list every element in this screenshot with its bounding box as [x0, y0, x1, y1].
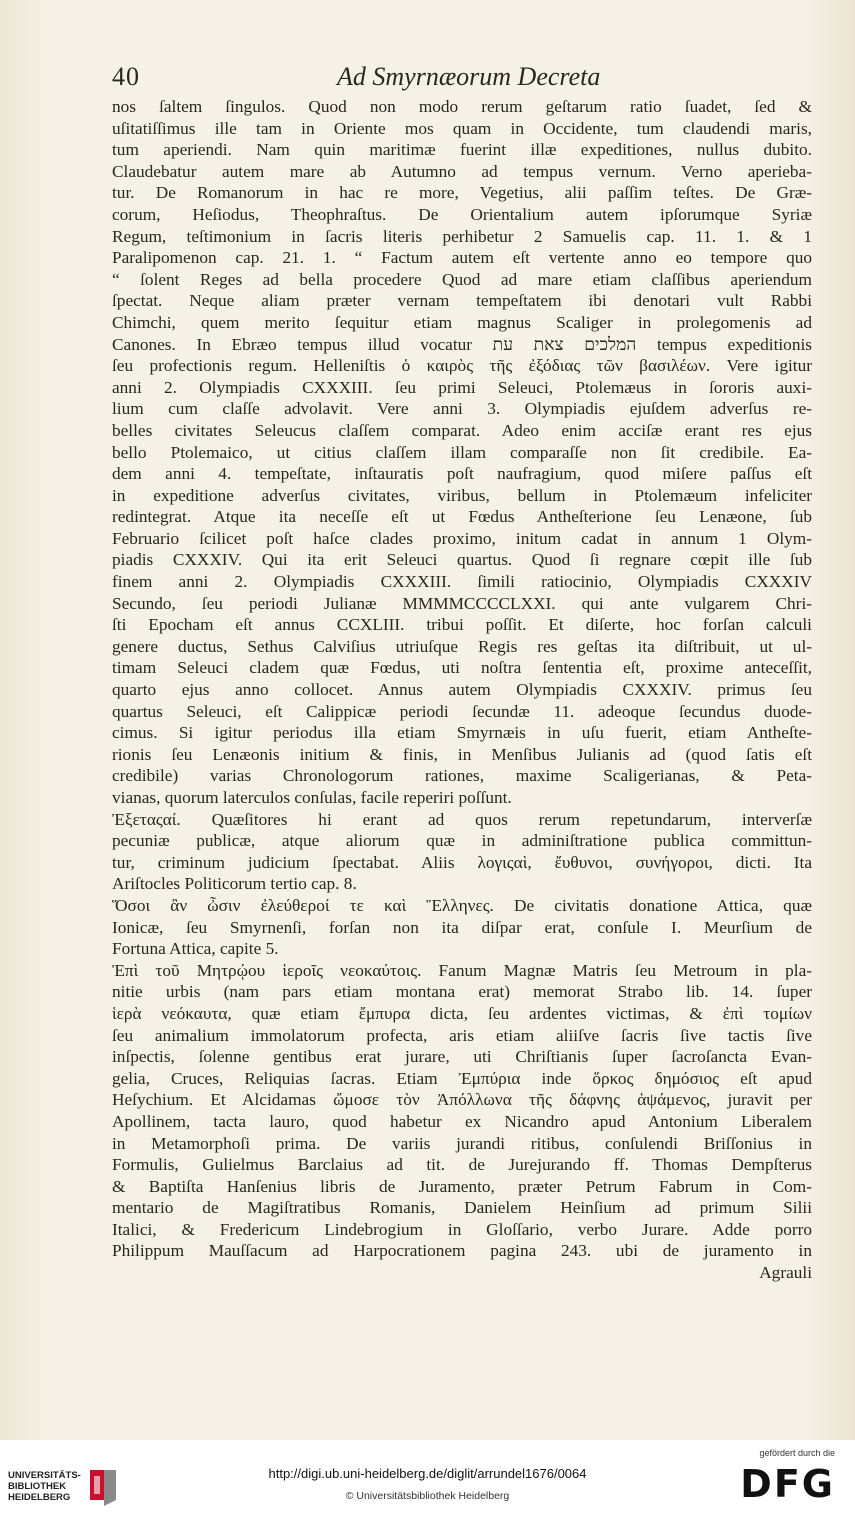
text-line: nos ſaltem ſingulos. Quod non modo rerum geſtarum ratio ſuadet, ſed & — [112, 97, 812, 116]
body-text — [112, 96, 812, 1284]
text-line: in expeditione adverſus civitates, viribus, bellum in Ptolemæum infeliciter — [112, 485, 812, 505]
text-line: Formulis, Gulielmus Barclaius ad tit. de Jurejurando ff. Thomas Dempſterus — [112, 1155, 812, 1175]
text-line: ſeu profectionis regum. Helleniſtis ὁ καιρὸς τῆς ἐξόδιας τῶν βασιλέων. Vere igitur — [112, 356, 812, 376]
text-line: Fortuna Attica, capite 5. — [112, 939, 279, 959]
text-line: tur, criminum judicium ſpectabat. Aliis λογιςαὶ, ἔυθυνοι, συνήγοροι, dicti. Ita — [112, 852, 812, 872]
page-number: 40 — [112, 62, 140, 91]
text-line: genere ductus, Sethus Calviſius utriuſque Regis res geſtas ita diſtribuit, ut ul- — [112, 636, 812, 656]
text-line: Italici, & Fredericum Lindebrogium in Gloſſario, verbo Jurare. Adde porro — [112, 1219, 812, 1239]
text-line: in Metamorphoſi prima. De variis jurandi ritibus, conſulendi Briſſonius in — [112, 1133, 812, 1153]
text-line: dem anni 4. tempeſtate, inſtauratis poſt naufragium, quod miſere paſſus eſt — [112, 464, 812, 484]
text-line: ſeu animalium immolatorum profecta, aris etiam aliiſve ſacris ſive tactis ſive — [112, 1025, 812, 1045]
text-line: Claudebatur autem mare ab Autumno ad tempus vernum. Verno aperieba- — [112, 161, 812, 181]
text-line: cimus. Si igitur periodus illa etiam Smyrnæis in uſu fuerit, etiam Antheſte- — [112, 723, 812, 743]
library-name-line: HEIDELBERG — [8, 1492, 71, 1503]
text-line: Ionicæ, ſeu Smyrnenſi, forſan non ita diſpar erat, conſule I. Meurſium de — [112, 917, 812, 937]
text-line: quarto ejus anno collocet. Annus autem Olympiadis CXXXIV. primus ſeu — [112, 680, 812, 700]
text-line: gelia, Cruces, Reliquias ſacras. Etiam Ἐμπύρια inde ὅρκος δημόσιος eſt apud — [112, 1068, 812, 1088]
text-line: ſti Epocham eſt annus CCXLIII. tribui poſſit. Et diſerte, hoc forſan calculi — [112, 615, 812, 635]
text-line: piadis CXXXIV. Qui ita erit Seleuci quartus. Quod ſi regnare cœpit ille ſub — [112, 550, 812, 570]
text-line: lium cum claſſe advolavit. Vere anni 3. Olympiadis ejuſdem adverſus re- — [112, 399, 812, 419]
text-line: bello Ptolemaico, ut citius claſſem illam comparaſſe non ſit credibile. Ea- — [112, 442, 812, 462]
copyright-notice: © Universitätsbibliothek Heidelberg — [345, 1490, 510, 1502]
dfg-logo: DFG — [740, 1462, 835, 1506]
text-line: Heſychium. Et Alcidamas ὤμοσε τὸν Ἀπόλλωνα τῆς δάφνης ἁψάμενος, juravit per — [112, 1090, 812, 1110]
permalink-url[interactable]: http://digi.ub.uni-heidelberg.de/diglit/arrundel1676/0064 — [268, 1466, 587, 1481]
text-line: tur. De Romanorum in hac re more, Vegetius, alii paſſim teſtes. De Græ- — [112, 183, 812, 203]
text-line: Ὅσοι ἂν ὦσιν ἐλεύθεροί τε καὶ Ἕλληνες. De civitatis donatione Attica, quæ — [112, 895, 812, 915]
funding-caption: gefördert durch die — [759, 1448, 835, 1458]
viewer-footer — [0, 1440, 855, 1521]
library-name-line: UNIVERSITÄTS- — [8, 1470, 81, 1481]
text-line: redintegrat. Atque ita neceſſe eſt ut Fœdus Antheſterione ſeu Lenæone, ſub — [112, 507, 812, 527]
text-line: Canones. In Ebræo tempus illud vocatur המלכים צאת עת tempus expeditionis — [112, 334, 812, 354]
text-line: Ἐξεταςαί. Quæſitores hi erant ad quos rerum repetundarum, interverſæ — [112, 809, 812, 829]
text-line: Februario ſcilicet poſt haſce clades proximo, initum cadat in annum 1 Olym- — [112, 528, 812, 548]
text-line: Regum, teſtimonium in ſacris literis perhibetur 2 Samuelis cap. 11. 1. & 1 — [112, 226, 812, 246]
text-line: anni 2. Olympiadis CXXXIII. ſeu primi Seleuci, Ptolemæus in ſororis auxi- — [112, 377, 812, 397]
library-name-line: BIBLIOTHEK — [8, 1481, 67, 1492]
catchword: Agrauli — [759, 1263, 812, 1283]
text-line: & Baptiſta Hanſenius libris de Juramento, præter Petrum Fabrum in Com- — [112, 1176, 812, 1196]
text-line: Chimchi, quem merito ſequitur etiam magnus Scaliger in prolegomenis ad — [112, 312, 812, 332]
text-line: Apollinem, tacta lauro, quod habetur ex Nicandro apud Antonium Liberalem — [112, 1111, 812, 1131]
text-line: Ariſtocles Politicorum tertio cap. 8. — [112, 874, 357, 894]
text-line: Ἐπὶ τοῦ Μητρῴου ἱεροῖς νεοκαύτοις. Fanum Magnæ Matris ſeu Metroum in pla- — [112, 960, 812, 980]
text-line: nitie urbis (nam pars etiam montana erat) memorat Strabo lib. 14. ſuper — [112, 982, 812, 1002]
text-line: rionis ſeu Lenæonis initium & finis, in Menſibus Julianis ad (quod ſatis eſt — [112, 744, 812, 764]
text-line: Secundo, ſeu periodi Julianæ MMMMCCCCLXXI. qui ante vulgarem Chri- — [112, 593, 812, 613]
text-line: Philippum Mauſſacum ad Harpocrationem pagina 243. ubi de juramento in — [112, 1241, 812, 1261]
text-line: corum, Heſiodus, Theophraſtus. De Orientalium autem ipſorumque Syriæ — [112, 204, 812, 224]
text-line: belles civitates Seleucus claſſem comparat. Adeo enim acciſæ erant res ejus — [112, 420, 812, 440]
text-line: vianas, quorum laterculos conſulas, facile reperiri poſſunt. — [112, 788, 512, 807]
page-header — [112, 62, 812, 98]
text-line: pecuniæ publicæ, atque aliorum quæ in adminiſtratione publica committun- — [112, 831, 812, 851]
text-line: inſpectis, ſolenne gentibus erat jurare, uti Chriſtianis ſuper ſacroſancta Evan- — [112, 1047, 812, 1067]
text-line: quartus Seleuci, eſt Calippicæ periodi ſecundæ 11. adeoque ſecundus duode- — [112, 701, 812, 721]
text-line: mentario de Magiſtratibus Romanis, Danielem Heinſium ad primum Silii — [112, 1198, 812, 1218]
text-line: Paralipomenon cap. 21. 1. “ Factum autem eſt vertente anno eo tempore quo — [112, 248, 812, 268]
text-line: finem anni 2. Olympiadis CXXXIII. ſimili ratiocinio, Olympiadis CXXXIV — [112, 572, 812, 592]
text-line: credibile) varias Chronologorum rationes, maxime Scaligerianas, & Peta- — [112, 766, 812, 786]
text-line: “ ſolent Reges ad bella procedere Quod ad mare etiam claſſibus aperiendum — [112, 269, 812, 289]
running-title: Ad Smyrnæorum Decreta — [337, 62, 601, 91]
text-line: ſpectat. Neque aliam præter vernam tempeſtatem ibi denotari vult Rabbi — [112, 291, 812, 311]
text-line: tum aperiendi. Nam quin maritimæ fuerint illæ expeditiones, nullus dubito. — [112, 140, 812, 160]
text-line: ἱερὰ νεόκαυτα, quæ etiam ἔμπυρα dicta, ſeu ardentes victimas, & ἐπὶ τομίων — [112, 1003, 812, 1023]
text-line: timam Seleuci cladem quæ Fœdus, uti noſtra ſententia eſt, proxime anteceſſit, — [112, 658, 812, 678]
text-line: uſitatiſſimus ille tam in Oriente mos quam in Occidente, tum claudendi maris, — [112, 118, 812, 138]
